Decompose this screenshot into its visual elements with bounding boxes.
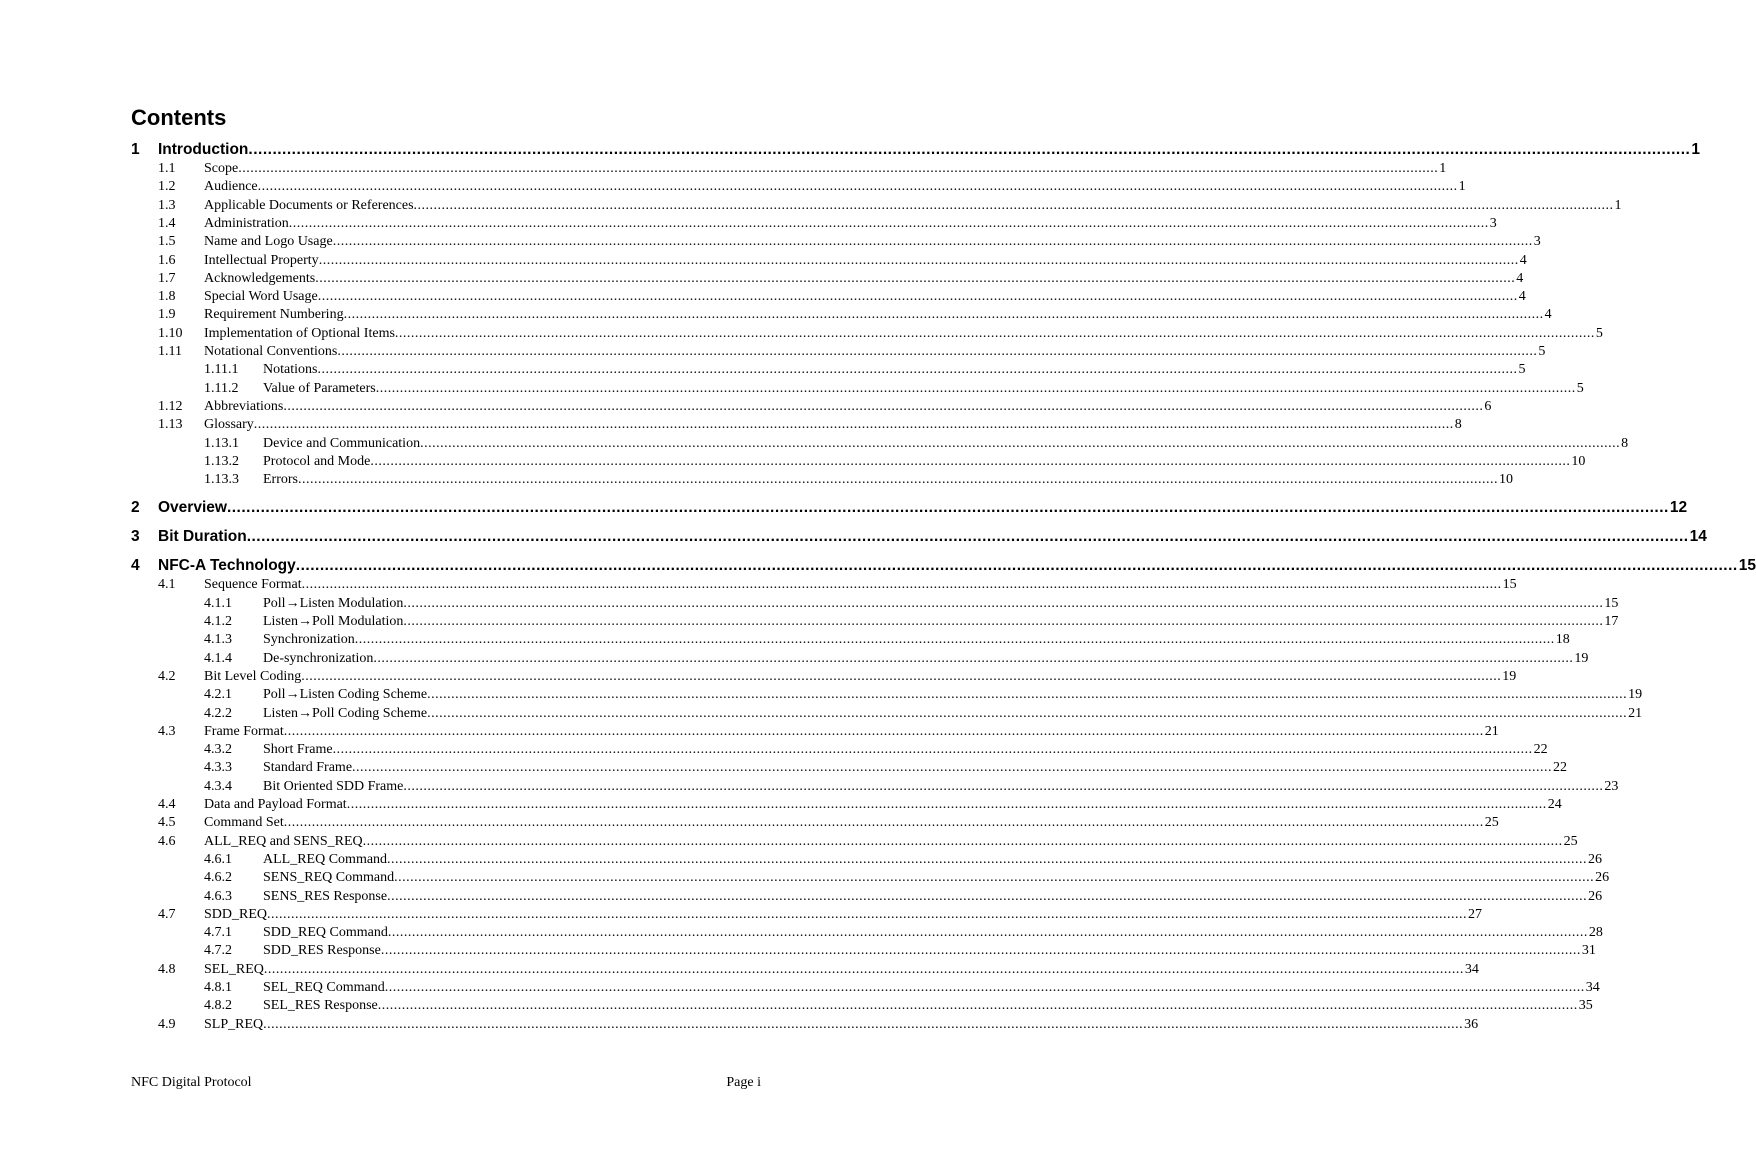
toc-leader-dots: ............................................................................................................................................................................................................................................................................................................ bbox=[332, 742, 1533, 758]
toc-entry-page: 8 bbox=[1621, 435, 1629, 451]
toc-entry[interactable] bbox=[204, 361, 1526, 379]
toc-entry-title: Introduction bbox=[158, 141, 249, 158]
toc-entry[interactable] bbox=[158, 961, 1479, 979]
toc-entry-title: De-synchronization bbox=[263, 650, 374, 666]
toc-entry-title: Bit Duration bbox=[158, 528, 247, 546]
toc-entry[interactable] bbox=[158, 233, 1541, 251]
toc-entry-title: SDD_REQ Command bbox=[263, 925, 388, 941]
toc-entry-title: Scope bbox=[204, 161, 239, 176]
toc-entry-title: Notational Conventions bbox=[204, 344, 338, 359]
toc-entry-number: 1.12 bbox=[158, 398, 183, 414]
toc-entry[interactable] bbox=[158, 576, 1517, 594]
toc-entry-number: 1.9 bbox=[158, 307, 176, 323]
toc-leader-dots: ............................................................................................................................................................................................................................................................................................................ bbox=[387, 888, 1588, 904]
toc-entry[interactable] bbox=[158, 796, 1562, 814]
toc-leader-dots: ............................................................................................................................................................................................................................................................................................................ bbox=[384, 980, 1585, 995]
toc-entry-title: Intellectual Property bbox=[204, 252, 319, 268]
toc-entry-page: 4 bbox=[1518, 289, 1526, 305]
toc-entry-page: 36 bbox=[1464, 1016, 1479, 1032]
toc-entry-page: 1 bbox=[1691, 141, 1700, 158]
toc-entry-title: SEL_REQ Command bbox=[263, 980, 385, 995]
toc-entry-page: 5 bbox=[1595, 325, 1603, 341]
toc-entry[interactable] bbox=[158, 325, 1603, 343]
toc-leader-dots: ............................................................................................................................................................................................................................................................................................................ bbox=[362, 833, 1563, 849]
toc-entry-page: 17 bbox=[1604, 614, 1619, 629]
toc-entry[interactable] bbox=[131, 140, 1700, 160]
toc-leader-dots: ............................................................................................................................................................................................................................................................................................................ bbox=[295, 557, 1738, 575]
toc-entry-page: 1 bbox=[1614, 197, 1622, 213]
toc-entry[interactable] bbox=[158, 398, 1492, 416]
toc-entry-title: Standard Frame bbox=[263, 760, 353, 776]
toc-entry-page: 27 bbox=[1468, 906, 1483, 922]
toc-entry-number: 4.2.1 bbox=[204, 687, 232, 703]
toc-entry-title: Synchronization bbox=[263, 632, 355, 648]
toc-entry-title: Abbreviations bbox=[204, 398, 284, 414]
toc-entry-title: NFC-A Technology bbox=[158, 557, 296, 575]
toc-entry-title: Acknowledgements bbox=[204, 270, 316, 286]
toc-entry-number: 2 bbox=[131, 499, 140, 517]
toc-entry-title: SLP_REQ bbox=[204, 1016, 264, 1032]
toc-entry-number: 1.13.1 bbox=[204, 435, 239, 451]
toc-entry[interactable] bbox=[158, 723, 1499, 741]
toc-leader-dots: ............................................................................................................................................................................................................................................................................................................ bbox=[253, 417, 1454, 433]
toc-leader-dots: ............................................................................................................................................................................................................................................................................................................ bbox=[403, 595, 1604, 611]
toc-entry-number: 1.8 bbox=[158, 289, 176, 305]
toc-entry-page: 31 bbox=[1581, 943, 1596, 959]
toc-entry[interactable] bbox=[204, 759, 1568, 777]
toc-entry-page: 21 bbox=[1628, 705, 1643, 721]
toc-leader-dots: ............................................................................................................................................................................................................................................................................................................ bbox=[370, 453, 1571, 469]
toc-entry[interactable] bbox=[158, 416, 1462, 434]
toc-leader-dots: ............................................................................................................................................................................................................................................................................................................ bbox=[373, 650, 1574, 666]
toc-entry-page: 1 bbox=[1458, 179, 1466, 195]
toc-entry[interactable] bbox=[131, 556, 1756, 576]
toc-entry[interactable] bbox=[158, 906, 1483, 924]
toc-leader-dots: ............................................................................................................................................................................................................................................................................................................ bbox=[283, 815, 1484, 831]
toc-entry-page: 22 bbox=[1533, 742, 1548, 758]
toc-entry-title: SENS_RES Response bbox=[263, 888, 388, 904]
toc-entry-page: 10 bbox=[1571, 453, 1586, 469]
toc-leader-dots: ............................................................................................................................................................................................................................................................................................................ bbox=[298, 472, 1498, 488]
toc-entry-page: 25 bbox=[1484, 815, 1499, 831]
toc-leader-dots: ............................................................................................................................................................................................................................................................................................................ bbox=[387, 925, 1588, 941]
toc-entry-page: 19 bbox=[1574, 650, 1589, 666]
toc-entry-number: 1.1 bbox=[158, 161, 176, 176]
toc-entry-page: 12 bbox=[1669, 499, 1688, 517]
toc-leader-dots: ............................................................................................................................................................................................................................................................................................................ bbox=[352, 760, 1553, 776]
toc-entry-number: 1.4 bbox=[158, 215, 176, 231]
toc-entry-page: 26 bbox=[1595, 870, 1610, 886]
toc-entry-number: 1.13 bbox=[158, 417, 183, 433]
toc-entry-number: 3 bbox=[131, 528, 140, 546]
toc-entry-page: 19 bbox=[1502, 668, 1517, 684]
toc-entry-number: 4.8.1 bbox=[204, 980, 232, 995]
toc-entry-number: 4.3 bbox=[158, 723, 176, 739]
toc-entry-number: 4.7 bbox=[158, 906, 176, 922]
toc-entry-title: ALL_REQ Command bbox=[263, 851, 388, 867]
toc-leader-dots: ............................................................................................................................................................................................................................................................................................................ bbox=[337, 344, 1538, 359]
toc-entry-title: Listen→Poll Coding Scheme bbox=[263, 705, 428, 721]
toc-entry-number: 1.2 bbox=[158, 179, 176, 195]
toc-entry[interactable] bbox=[204, 613, 1619, 631]
toc-entry-number: 4.7.2 bbox=[204, 943, 232, 959]
toc-entry-title: SEL_REQ bbox=[204, 961, 264, 977]
toc-entry-title: ALL_REQ and SENS_REQ bbox=[204, 833, 363, 849]
toc-entry-number: 4.7.1 bbox=[204, 925, 232, 941]
toc-entry-title: Notations bbox=[263, 362, 318, 378]
toc-entry[interactable] bbox=[204, 471, 1513, 489]
toc-entry-page: 25 bbox=[1563, 833, 1578, 849]
toc-entry-page: 28 bbox=[1588, 925, 1603, 941]
toc-leader-dots: ............................................................................................................................................................................................................................................................................................................ bbox=[263, 961, 1464, 977]
toc-leader-dots: ............................................................................................................................................................................................................................................................................................................ bbox=[403, 614, 1604, 629]
toc-leader-dots: ............................................................................................................................................................................................................................................................................................................ bbox=[263, 1016, 1464, 1032]
toc-entry-number: 4.1.1 bbox=[204, 595, 232, 611]
toc-leader-dots: ............................................................................................................................................................................................................................................................................................................ bbox=[427, 705, 1628, 721]
toc-leader-dots: ............................................................................................................................................................................................................................................................................................................ bbox=[332, 234, 1533, 250]
toc-entry-title: Name and Logo Usage bbox=[204, 234, 333, 250]
toc-entry-page: 5 bbox=[1538, 344, 1546, 359]
toc-entry-title: Errors bbox=[263, 472, 298, 488]
toc-entry[interactable] bbox=[158, 1016, 1479, 1034]
toc-entry[interactable] bbox=[204, 741, 1548, 759]
toc-leader-dots: ............................................................................................................................................................................................................................................................................................................ bbox=[394, 325, 1595, 341]
toc-entry[interactable] bbox=[131, 498, 1688, 518]
toc-entry-number: 4.6.1 bbox=[204, 851, 232, 867]
toc-entry[interactable] bbox=[204, 595, 1619, 613]
toc-leader-dots: ............................................................................................................................................................................................................................................................................................................ bbox=[248, 141, 1691, 158]
toc-entry[interactable] bbox=[204, 631, 1570, 649]
toc-entry-number: 1.10 bbox=[158, 325, 183, 341]
toc-entry-title: Administration bbox=[204, 215, 289, 231]
toc-entry-page: 35 bbox=[1578, 998, 1593, 1014]
toc-entry[interactable] bbox=[158, 252, 1527, 270]
toc-leader-dots: ............................................................................................................................................................................................................................................................................................................ bbox=[283, 723, 1484, 739]
toc-entry-title: Data and Payload Format bbox=[204, 797, 347, 812]
toc-entry-title: Bit Level Coding bbox=[204, 668, 302, 684]
toc-leader-dots: ............................................................................................................................................................................................................................................................................................................ bbox=[317, 289, 1518, 305]
toc-entry-page: 3 bbox=[1489, 215, 1497, 231]
toc-entry[interactable] bbox=[204, 686, 1643, 704]
toc-entry-number: 4.1.4 bbox=[204, 650, 232, 666]
toc-entry-number: 4.2.2 bbox=[204, 705, 232, 721]
toc-entry-number: 4.6 bbox=[158, 833, 176, 849]
toc-entry[interactable] bbox=[204, 705, 1643, 723]
footer-document-name: NFC Digital Protocol bbox=[131, 1075, 252, 1090]
toc-entry-title: Requirement Numbering bbox=[204, 307, 344, 323]
toc-leader-dots: ............................................................................................................................................................................................................................................................................................................ bbox=[301, 668, 1502, 684]
toc-entry-page: 5 bbox=[1576, 380, 1584, 396]
toc-entry-number: 1.13.3 bbox=[204, 472, 239, 488]
toc-entry[interactable] bbox=[204, 650, 1589, 668]
toc-entry-title: Applicable Documents or References bbox=[204, 197, 414, 213]
toc-entry[interactable] bbox=[158, 343, 1546, 361]
toc-entry-number: 1.5 bbox=[158, 234, 176, 250]
toc-entry-page: 19 bbox=[1628, 687, 1643, 703]
toc-entry-number: 1.6 bbox=[158, 252, 176, 268]
toc-entry-page: 21 bbox=[1484, 723, 1499, 739]
toc-entry-number: 4.8.2 bbox=[204, 998, 232, 1014]
toc-entry-number: 1.11.1 bbox=[204, 362, 239, 378]
toc-entry[interactable] bbox=[204, 888, 1603, 906]
toc-entry-number: 4.6.2 bbox=[204, 870, 232, 886]
toc-entry-number: 1.3 bbox=[158, 197, 176, 213]
toc-entry-number: 4.1 bbox=[158, 577, 176, 593]
toc-entry-number: 4.6.3 bbox=[204, 888, 232, 904]
toc-entry-number: 4.3.4 bbox=[204, 778, 232, 794]
toc-entry-title: Protocol and Mode bbox=[263, 453, 371, 469]
toc-entry-page: 26 bbox=[1588, 888, 1603, 904]
toc-leader-dots: ............................................................................................................................................................................................................................................................................................................ bbox=[315, 270, 1516, 286]
toc-entry[interactable] bbox=[158, 814, 1499, 832]
toc-entry-page: 34 bbox=[1464, 961, 1479, 977]
toc-entry-title: Listen→Poll Modulation bbox=[263, 614, 404, 629]
toc-entry-page: 26 bbox=[1588, 851, 1603, 867]
toc-entry-title: Frame Format bbox=[204, 723, 284, 739]
toc-leader-dots: ............................................................................................................................................................................................................................................................................................................ bbox=[301, 577, 1502, 593]
toc-entry-page: 34 bbox=[1585, 980, 1600, 995]
toc-entry-title: Glossary bbox=[204, 417, 254, 433]
toc-leader-dots: ............................................................................................................................................................................................................................................................................................................ bbox=[283, 398, 1484, 414]
toc-entry[interactable] bbox=[158, 178, 1466, 196]
toc-entry-page: 15 bbox=[1502, 577, 1517, 593]
toc-entry-title: Poll→Listen Coding Scheme bbox=[263, 687, 428, 703]
toc-entry[interactable] bbox=[204, 942, 1596, 960]
toc-entry-number: 4.1.3 bbox=[204, 632, 232, 648]
toc-entry-page: 14 bbox=[1689, 528, 1707, 546]
toc-entry-number: 4.3.2 bbox=[204, 742, 232, 758]
toc-entry-page: 23 bbox=[1604, 778, 1619, 794]
toc-entry-page: 1 bbox=[1439, 161, 1447, 176]
toc-entry[interactable] bbox=[204, 979, 1600, 997]
toc-entry-number: 4.2 bbox=[158, 668, 176, 684]
toc-leader-dots: ............................................................................................................................................................................................................................................................................................................ bbox=[375, 380, 1576, 396]
toc-leader-dots: ............................................................................................................................................................................................................................................................................................................ bbox=[343, 307, 1544, 323]
toc-entry[interactable] bbox=[158, 197, 1622, 215]
toc-entry[interactable] bbox=[204, 924, 1603, 942]
toc-entry[interactable] bbox=[158, 215, 1497, 233]
toc-leader-dots: ............................................................................................................................................................................................................................................................................................................ bbox=[354, 632, 1555, 648]
toc-leader-dots: ............................................................................................................................................................................................................................................................................................................ bbox=[317, 362, 1518, 378]
toc-leader-dots: ............................................................................................................................................................................................................................................................................................................ bbox=[380, 943, 1581, 959]
toc-entry-page: 15 bbox=[1738, 557, 1756, 575]
toc-leader-dots: ............................................................................................................................................................................................................................................................................................................ bbox=[246, 528, 1689, 546]
toc-entry[interactable] bbox=[204, 997, 1593, 1015]
toc-entry-title: SENS_REQ Command bbox=[263, 870, 395, 886]
toc-entry-title: Value of Parameters bbox=[263, 380, 376, 396]
toc-entry-number: 1 bbox=[131, 141, 140, 158]
toc-leader-dots: ............................................................................................................................................................................................................................................................................................................ bbox=[346, 797, 1547, 812]
toc-entry-title: Special Word Usage bbox=[204, 289, 318, 305]
toc-entry-title: Overview bbox=[158, 499, 227, 517]
toc-entry[interactable] bbox=[204, 435, 1629, 453]
toc-leader-dots: ............................................................................................................................................................................................................................................................................................................ bbox=[413, 197, 1614, 213]
toc-leader-dots: ............................................................................................................................................................................................................................................................................................................ bbox=[267, 906, 1468, 922]
toc-leader-dots: ............................................................................................................................................................................................................................................................................................................ bbox=[420, 435, 1621, 451]
toc-entry-page: 5 bbox=[1518, 362, 1526, 378]
toc-entry-page: 6 bbox=[1484, 398, 1492, 414]
toc-leader-dots: ............................................................................................................................................................................................................................................................................................................ bbox=[387, 851, 1588, 867]
toc-entry-page: 4 bbox=[1516, 270, 1524, 286]
toc-entry-number: 4.1.2 bbox=[204, 614, 232, 629]
toc-entry-page: 15 bbox=[1604, 595, 1619, 611]
toc-entry-title: Bit Oriented SDD Frame bbox=[263, 778, 404, 794]
toc-leader-dots: ............................................................................................................................................................................................................................................................................................................ bbox=[427, 687, 1628, 703]
toc-entry-page: 10 bbox=[1499, 472, 1513, 488]
toc-entry-page: 4 bbox=[1519, 252, 1527, 268]
toc-entry-number: 1.11.2 bbox=[204, 380, 239, 396]
toc-entry-page: 18 bbox=[1555, 632, 1570, 648]
toc-entry-title: Implementation of Optional Items bbox=[204, 325, 395, 341]
toc-leader-dots: ............................................................................................................................................................................................................................................................................................................ bbox=[403, 778, 1604, 794]
toc-entry-number: 4.3.3 bbox=[204, 760, 232, 776]
toc-entry-page: 24 bbox=[1547, 797, 1562, 812]
toc-entry-title: Command Set bbox=[204, 815, 284, 831]
toc-entry[interactable] bbox=[158, 833, 1578, 851]
toc-leader-dots: ............................................................................................................................................................................................................................................................................................................ bbox=[238, 161, 1439, 176]
toc-entry-page: 22 bbox=[1553, 760, 1568, 776]
toc-entry-page: 4 bbox=[1544, 307, 1552, 323]
toc-entry-page: 8 bbox=[1454, 417, 1462, 433]
toc-entry[interactable] bbox=[204, 869, 1610, 887]
toc-entry-title: SDD_RES Response bbox=[263, 943, 381, 959]
toc-entry[interactable] bbox=[158, 668, 1517, 686]
toc-entry[interactable] bbox=[131, 527, 1707, 547]
toc-entry[interactable] bbox=[158, 160, 1447, 178]
toc-entry-title: Device and Communication bbox=[263, 435, 421, 451]
toc-leader-dots: ............................................................................................................................................................................................................................................................................................................ bbox=[257, 179, 1458, 195]
toc-entry[interactable] bbox=[158, 306, 1552, 324]
toc-entry[interactable] bbox=[204, 380, 1584, 398]
footer-page-number: Page i bbox=[726, 1075, 761, 1090]
toc-entry-title: Short Frame bbox=[263, 742, 333, 758]
toc-entry[interactable] bbox=[204, 851, 1603, 869]
toc-entry-number: 4 bbox=[131, 557, 140, 575]
toc-entry[interactable] bbox=[204, 778, 1619, 796]
page-title: Contents bbox=[131, 105, 227, 130]
toc-entry-title: Poll→Listen Modulation bbox=[263, 595, 404, 611]
toc-leader-dots: ............................................................................................................................................................................................................................................................................................................ bbox=[226, 499, 1669, 517]
toc-leader-dots: ............................................................................................................................................................................................................................................................................................................ bbox=[288, 215, 1489, 231]
toc-entry-number: 4.5 bbox=[158, 815, 176, 831]
toc-leader-dots: ............................................................................................................................................................................................................................................................................................................ bbox=[394, 870, 1595, 886]
page-footer bbox=[131, 1074, 761, 1092]
toc-entry-number: 4.4 bbox=[158, 797, 176, 812]
toc-entry-page: 3 bbox=[1533, 234, 1541, 250]
toc-entry[interactable] bbox=[158, 288, 1526, 306]
toc-entry-title: SEL_RES Response bbox=[263, 998, 378, 1014]
toc-entry-title: Sequence Format bbox=[204, 577, 302, 593]
toc-entry-number: 1.7 bbox=[158, 270, 176, 286]
toc-entry[interactable] bbox=[158, 270, 1524, 288]
toc-entry-title: SDD_REQ bbox=[204, 906, 268, 922]
toc-entry[interactable] bbox=[204, 453, 1586, 471]
toc-entry-number: 1.11 bbox=[158, 344, 182, 359]
toc-entry-number: 4.9 bbox=[158, 1016, 176, 1032]
toc-leader-dots: ............................................................................................................................................................................................................................................................................................................ bbox=[318, 252, 1519, 268]
toc-entry-title: Audience bbox=[204, 179, 258, 195]
toc-entry-number: 1.13.2 bbox=[204, 453, 239, 469]
toc-leader-dots: ............................................................................................................................................................................................................................................................................................................ bbox=[377, 998, 1578, 1014]
toc-entry-number: 4.8 bbox=[158, 961, 176, 977]
